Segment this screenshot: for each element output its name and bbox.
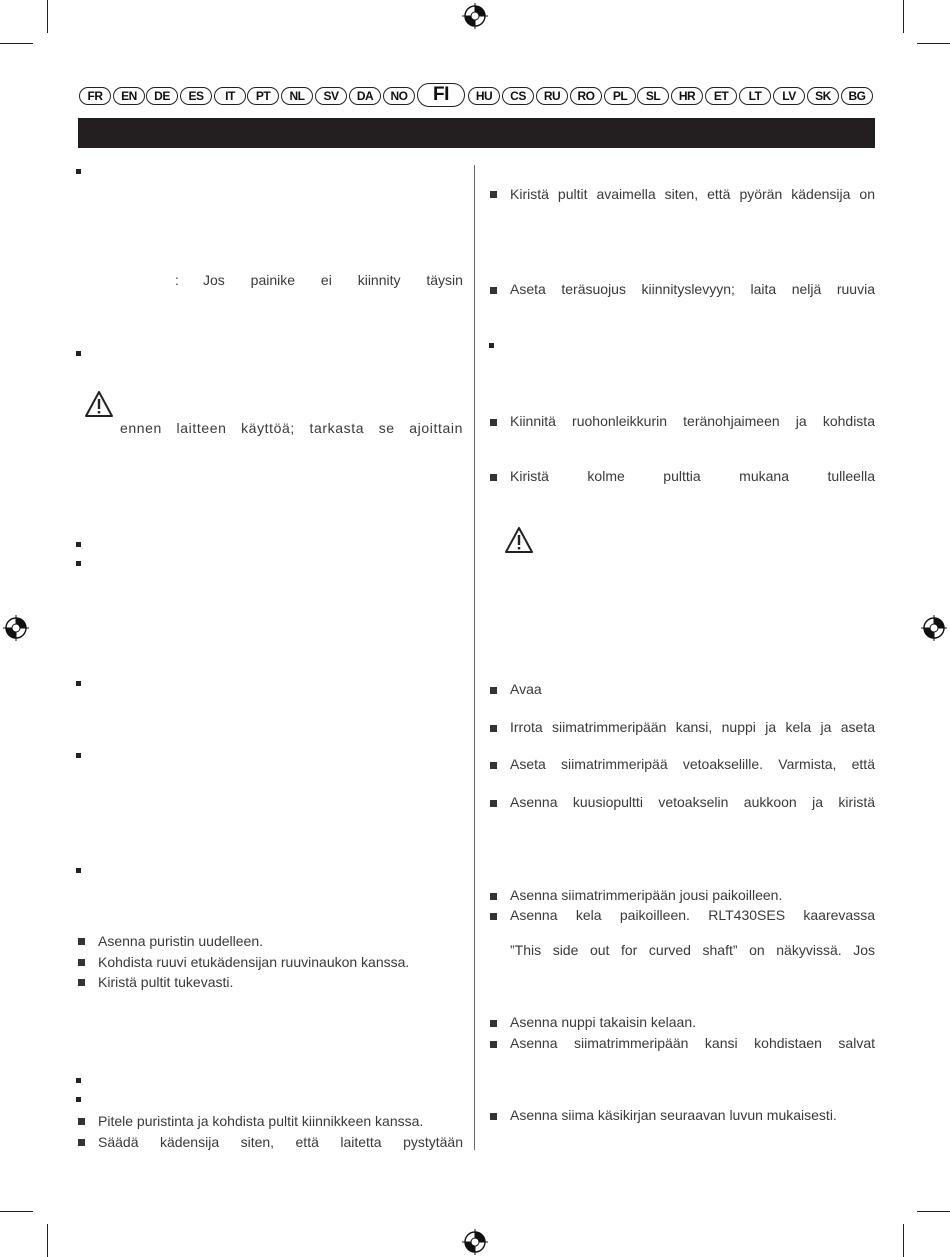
lang-tab-pl[interactable]: PL bbox=[604, 87, 636, 105]
word: tulleella bbox=[827, 468, 875, 484]
word: täysin bbox=[426, 272, 463, 288]
registration-mark-icon bbox=[3, 615, 29, 641]
bullet bbox=[489, 343, 494, 348]
bullet bbox=[490, 1113, 497, 1120]
list-item: Asenna siimatrimmeripään kansi kohdistaen salvat bbox=[510, 1035, 875, 1051]
lang-tab-de[interactable]: DE bbox=[146, 87, 178, 105]
lang-tab-nl[interactable]: NL bbox=[281, 87, 313, 105]
lang-tab-ru[interactable]: RU bbox=[536, 87, 568, 105]
list-item: Asenna kuusiopultti vetoakselin aukkoon ja kiristä bbox=[510, 794, 875, 810]
bullet bbox=[78, 1118, 85, 1125]
bullet bbox=[76, 169, 81, 174]
lang-tab-fi[interactable]: FI bbox=[417, 83, 465, 107]
list-item: Asenna kela paikoilleen. RLT430SES kaarevassa bbox=[510, 907, 875, 923]
list-item: Asenna puristin uudelleen. bbox=[98, 933, 264, 949]
bullet bbox=[490, 687, 497, 694]
crop-mark bbox=[903, 1224, 904, 1257]
word: kiinnity bbox=[357, 272, 401, 288]
registration-mark-icon bbox=[921, 615, 947, 641]
bullet bbox=[76, 351, 81, 356]
list-item bbox=[98, 1134, 463, 1151]
bullet bbox=[490, 725, 497, 732]
word: että bbox=[295, 1134, 319, 1150]
word: siten, bbox=[240, 1134, 275, 1150]
column-divider bbox=[474, 165, 475, 1150]
lang-tab-sv[interactable]: SV bbox=[315, 87, 347, 105]
word: pystytään bbox=[403, 1134, 463, 1150]
word: ei bbox=[320, 272, 332, 288]
section-header-bar bbox=[78, 118, 875, 148]
bullet bbox=[490, 893, 497, 900]
lang-tab-sl[interactable]: SL bbox=[637, 87, 669, 105]
word: kädensija bbox=[159, 1134, 220, 1150]
word: kolme bbox=[587, 468, 625, 484]
warning-text-line bbox=[120, 420, 463, 437]
lang-tab-da[interactable]: DA bbox=[349, 87, 381, 105]
bullet bbox=[76, 542, 81, 547]
list-item: Pitele puristinta ja kohdista pultit kiinnikkeen kanssa. bbox=[98, 1113, 424, 1129]
bullet bbox=[490, 1041, 497, 1048]
crop-mark bbox=[0, 1211, 33, 1212]
lang-tab-es[interactable]: ES bbox=[180, 87, 212, 105]
list-item: Kiristä pultit tukevasti. bbox=[98, 974, 234, 990]
word: Jos bbox=[203, 272, 225, 288]
list-item: Aseta siimatrimmeripää vetoakselille. Varmista, että bbox=[510, 756, 875, 772]
word: käyttöä; bbox=[241, 420, 295, 436]
crop-mark bbox=[903, 0, 904, 33]
list-item: Aseta teräsuojus kiinnityslevyyn; laita neljä ruuvia bbox=[510, 281, 875, 297]
word: tarkasta bbox=[309, 420, 365, 436]
lang-tab-cs[interactable]: CS bbox=[502, 87, 534, 105]
bullet bbox=[490, 913, 497, 920]
crop-mark bbox=[47, 0, 48, 33]
note-line bbox=[203, 272, 463, 289]
list-item: Asenna siimatrimmeripään jousi paikoilleen. bbox=[510, 887, 783, 903]
list-item-continuation: ”This side out for curved shaft” on näkyvissä. Jos bbox=[510, 942, 875, 958]
bullet bbox=[78, 1139, 85, 1146]
list-item: Asenna nuppi takaisin kelaan. bbox=[510, 1014, 697, 1030]
bullet bbox=[78, 938, 85, 945]
bullet bbox=[76, 561, 81, 566]
lang-tab-no[interactable]: NO bbox=[383, 87, 415, 105]
word: se bbox=[378, 420, 395, 436]
bullet bbox=[76, 1097, 81, 1102]
bullet bbox=[490, 762, 497, 769]
warning-icon bbox=[84, 390, 114, 418]
bullet bbox=[490, 191, 497, 198]
word: laitetta bbox=[340, 1134, 382, 1150]
word: painike bbox=[250, 272, 296, 288]
warning-icon bbox=[504, 526, 534, 554]
bullet bbox=[490, 800, 497, 807]
lang-tab-lv[interactable]: LV bbox=[773, 87, 805, 105]
lang-tab-bg[interactable]: BG bbox=[841, 87, 873, 105]
lang-tab-hu[interactable]: HU bbox=[468, 87, 500, 105]
registration-mark-icon bbox=[462, 3, 488, 29]
bullet bbox=[490, 287, 497, 294]
word: Kiristä bbox=[510, 468, 549, 484]
lang-tab-pt[interactable]: PT bbox=[247, 87, 279, 105]
bullet bbox=[490, 419, 497, 426]
registration-mark-icon bbox=[462, 1229, 488, 1255]
lang-tab-ro[interactable]: RO bbox=[570, 87, 602, 105]
crop-mark bbox=[917, 43, 950, 44]
word: laitteen bbox=[176, 420, 227, 436]
bullet bbox=[76, 1078, 81, 1083]
list-item: Avaa bbox=[510, 681, 542, 697]
lang-tab-lt[interactable]: LT bbox=[739, 87, 771, 105]
list-item bbox=[510, 468, 875, 485]
bullet bbox=[78, 959, 85, 966]
crop-mark bbox=[0, 43, 33, 44]
lang-tab-en[interactable]: EN bbox=[113, 87, 145, 105]
word: ajoittain bbox=[409, 420, 463, 436]
bullet bbox=[76, 868, 81, 873]
list-item: Kiinnitä ruohonleikkurin teränohjaimeen ja kohdista bbox=[510, 413, 875, 429]
crop-mark bbox=[47, 1224, 48, 1257]
crop-mark bbox=[917, 1211, 950, 1212]
word: pulttia bbox=[663, 468, 701, 484]
list-item: Kohdista ruuvi etukädensijan ruuvinaukon kanssa. bbox=[98, 954, 410, 970]
lang-tab-fr[interactable]: FR bbox=[79, 87, 111, 105]
note-colon: : bbox=[175, 272, 179, 288]
word: ennen bbox=[120, 420, 162, 436]
lang-tab-sk[interactable]: SK bbox=[807, 87, 839, 105]
list-item: Asenna siima käsikirjan seuraavan luvun mukaisesti. bbox=[510, 1107, 837, 1123]
lang-tab-it[interactable]: IT bbox=[214, 87, 246, 105]
word: Säädä bbox=[98, 1134, 139, 1150]
bullet bbox=[76, 753, 81, 758]
list-item: Irrota siimatrimmeripään kansi, nuppi ja kela ja aseta bbox=[510, 719, 875, 735]
lang-tab-et[interactable]: ET bbox=[705, 87, 737, 105]
bullet bbox=[76, 681, 81, 686]
bullet bbox=[490, 1020, 497, 1027]
lang-tab-hr[interactable]: HR bbox=[671, 87, 703, 105]
bullet bbox=[490, 474, 497, 481]
word: mukana bbox=[739, 468, 789, 484]
bullet bbox=[78, 979, 85, 986]
list-item: Kiristä pultit avaimella siten, että pyörän kädensija on bbox=[510, 186, 875, 202]
